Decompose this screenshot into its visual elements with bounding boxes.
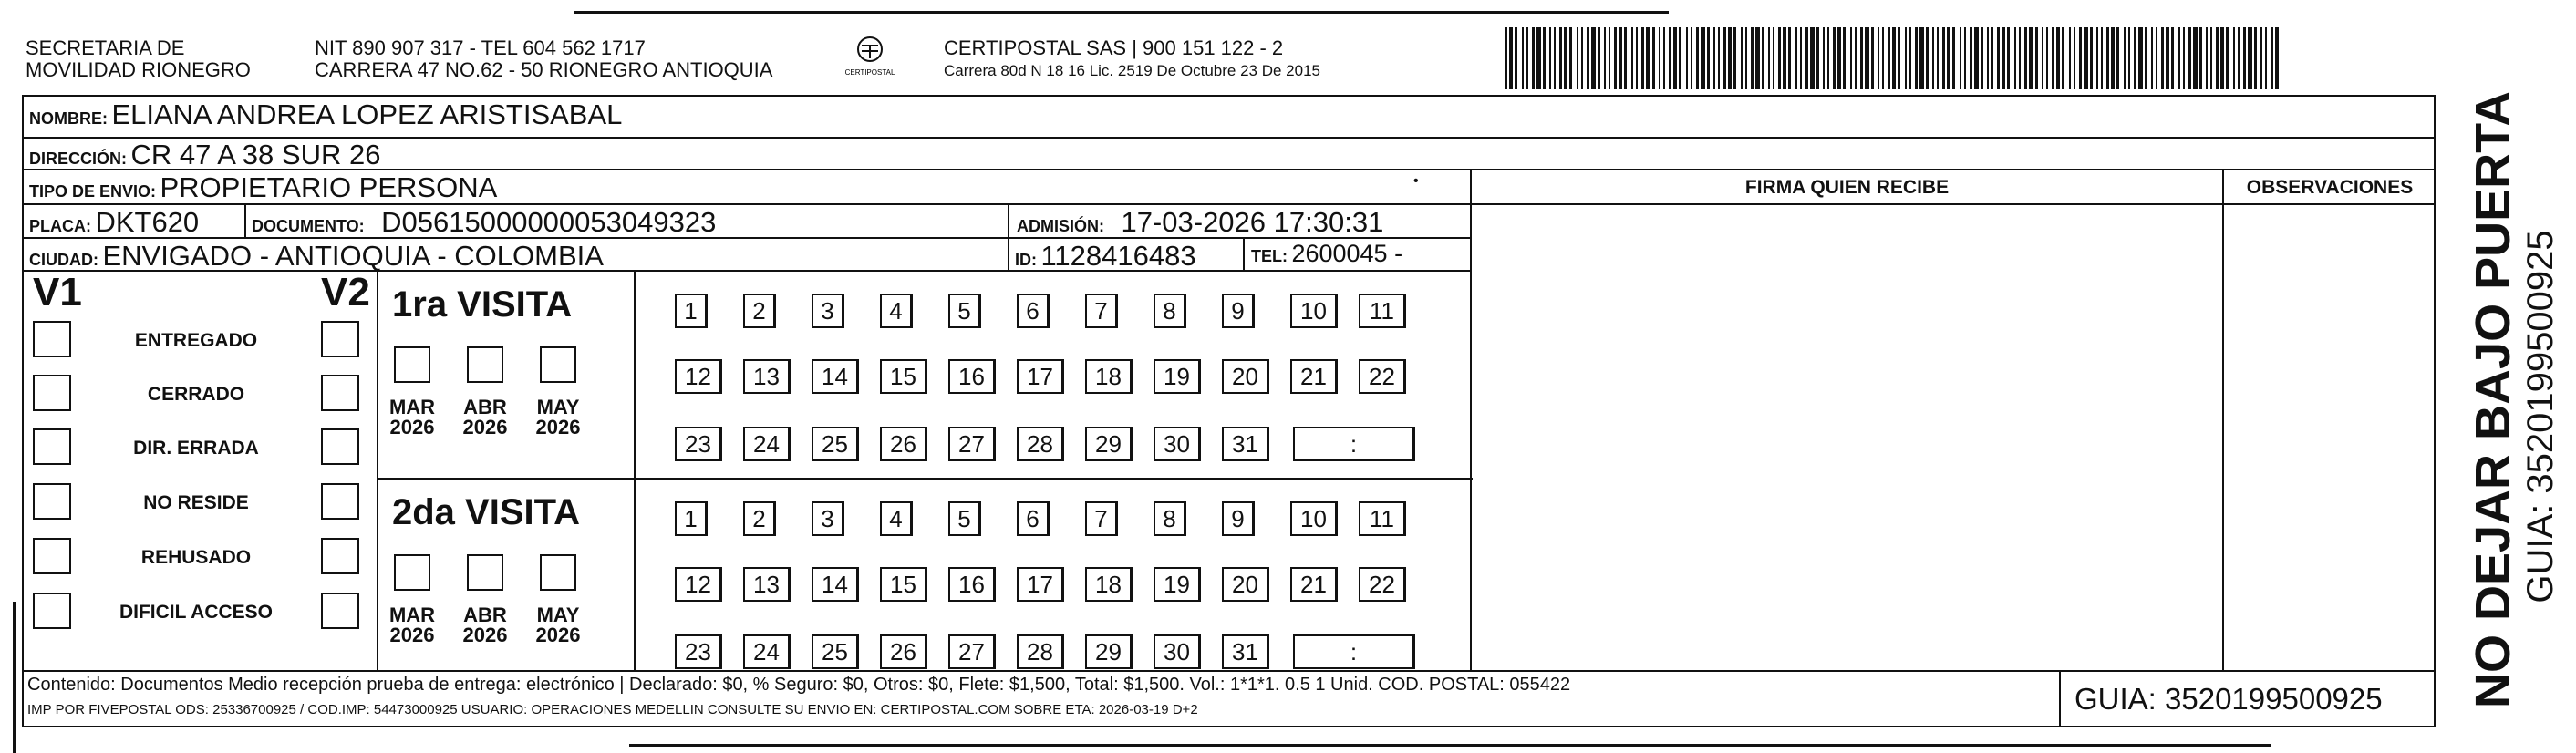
barcode-bar xyxy=(1773,27,1774,89)
day-box[interactable]: 12 xyxy=(675,567,722,602)
id-cell xyxy=(1015,240,1196,273)
day-box[interactable]: 6 xyxy=(1017,501,1050,536)
barcode-bar xyxy=(1810,27,1815,89)
day-box[interactable]: 10 xyxy=(1290,501,1338,536)
barcode-bar xyxy=(1532,27,1535,89)
barcode-bar xyxy=(2171,27,2174,89)
side-warning: NO DEJAR BAJO PUERTA xyxy=(2466,90,2520,708)
barcode-bar xyxy=(2151,27,2153,89)
barcode-bar xyxy=(2074,27,2075,89)
barcode-bar xyxy=(1624,27,1627,89)
day-box[interactable]: 1 xyxy=(675,294,708,328)
barcode-bar xyxy=(2007,27,2010,89)
type-row xyxy=(29,171,497,204)
barcode-bar xyxy=(1997,27,2000,89)
barcode-bar xyxy=(1526,27,1528,89)
barcode-bar xyxy=(2079,27,2082,89)
barcode-bar xyxy=(2002,27,2005,89)
plate-value: DKT620 xyxy=(95,206,200,238)
barcode-bar xyxy=(2111,27,2115,89)
day-box[interactable]: 24 xyxy=(743,427,791,461)
barcode-bar xyxy=(1816,27,1819,89)
barcode-bar xyxy=(1741,27,1743,89)
city-label: CIUDAD: xyxy=(29,251,98,269)
month-checkbox[interactable] xyxy=(540,554,576,591)
barcode-bar xyxy=(1837,27,1841,89)
barcode-bar xyxy=(2042,27,2043,89)
status-v2-checkbox[interactable] xyxy=(321,483,359,520)
barcode-bar xyxy=(2243,27,2246,89)
status-v2-checkbox[interactable] xyxy=(321,321,359,357)
barcode-bar xyxy=(1833,27,1836,89)
barcode-bar xyxy=(2156,27,2157,89)
barcode-bar xyxy=(2029,27,2033,89)
barcode-bar xyxy=(2014,27,2016,89)
barcode-bar xyxy=(2254,27,2257,89)
barcode-bar xyxy=(2084,27,2088,89)
barcode-bar xyxy=(2134,27,2136,89)
time-box[interactable]: : xyxy=(1293,427,1415,461)
barcode-bar xyxy=(1669,27,1671,89)
barcode-bar xyxy=(2128,27,2130,89)
month-label: MAY 2026 xyxy=(535,603,581,646)
day-box[interactable]: 31 xyxy=(1222,427,1269,461)
dot-mark: • xyxy=(1413,173,1419,189)
barcode-bar xyxy=(1860,27,1863,89)
barcode-bar xyxy=(1788,27,1791,89)
day-box[interactable]: 4 xyxy=(880,501,913,536)
day-box[interactable]: 8 xyxy=(1154,501,1186,536)
day-box[interactable]: 14 xyxy=(812,567,859,602)
status-v2-checkbox[interactable] xyxy=(321,428,359,465)
barcode-bar xyxy=(2124,27,2126,89)
recipient-name: ELIANA ANDREA LOPEZ ARISTISABAL xyxy=(111,98,623,130)
day-box[interactable]: 15 xyxy=(880,567,927,602)
barcode-bar xyxy=(1646,27,1650,89)
barcode-bar xyxy=(1932,27,1934,89)
barcode-bar xyxy=(1641,27,1644,89)
v1-header: V1 xyxy=(33,270,82,315)
address-row xyxy=(29,139,380,171)
barcode-bar xyxy=(2106,27,2109,89)
barcode-bar xyxy=(1619,27,1622,89)
barcode-bar xyxy=(1952,27,1955,89)
barcode-bar xyxy=(1795,27,1797,89)
tel-value: 2600045 - xyxy=(1291,240,1403,267)
day-box[interactable]: 16 xyxy=(948,359,996,394)
barcode-bar xyxy=(1543,27,1546,89)
city-cell xyxy=(29,240,604,273)
day-box[interactable]: 22 xyxy=(1359,359,1406,394)
day-box[interactable]: 2 xyxy=(743,294,776,328)
month-checkbox[interactable] xyxy=(467,554,503,591)
issuer-line-2: MOVILIDAD RIONEGRO xyxy=(26,58,251,81)
barcode-bar xyxy=(2096,27,2098,89)
name-row xyxy=(29,98,622,131)
barcode-bar xyxy=(1805,27,1808,89)
barcode-bar xyxy=(1598,27,1600,89)
status-label: CERRADO xyxy=(147,384,245,405)
status-label: DIR. ERRADA xyxy=(133,438,259,459)
day-box[interactable]: 18 xyxy=(1085,359,1133,394)
admission-cell xyxy=(1017,206,1383,239)
barcode-bar xyxy=(2183,27,2185,89)
barcode-bar xyxy=(1652,27,1655,89)
month-label: MAY 2026 xyxy=(535,396,581,438)
month-checkbox[interactable] xyxy=(394,554,430,591)
document-value: D05615000000053049323 xyxy=(381,206,717,238)
day-box[interactable]: 14 xyxy=(812,359,859,394)
day-box[interactable]: 17 xyxy=(1017,567,1064,602)
barcode-bar xyxy=(1549,27,1551,89)
barcode-bar xyxy=(1892,27,1896,89)
day-box[interactable]: 25 xyxy=(812,427,859,461)
barcode-bar xyxy=(1587,27,1589,89)
barcode-bar xyxy=(2226,27,2229,89)
status-v2-checkbox[interactable] xyxy=(321,375,359,411)
month-checkbox[interactable] xyxy=(394,346,430,383)
barcode-bar xyxy=(2062,27,2064,89)
barcode-bar xyxy=(1679,27,1681,89)
barcode-bar xyxy=(1701,27,1705,89)
day-box[interactable]: 6 xyxy=(1017,294,1050,328)
status-v1-checkbox[interactable] xyxy=(33,428,71,465)
barcode-bar xyxy=(1970,27,1972,89)
barcode-bar xyxy=(2275,27,2279,89)
barcode-bar xyxy=(1686,27,1688,89)
day-box[interactable]: 23 xyxy=(675,427,722,461)
status-v1-checkbox[interactable] xyxy=(33,538,71,574)
barcode-bar xyxy=(1905,27,1907,89)
plate-label: PLACA: xyxy=(29,217,91,235)
barcode-bar xyxy=(2024,27,2027,89)
barcode-bar xyxy=(1713,27,1715,89)
day-box[interactable]: 29 xyxy=(1085,634,1133,669)
admission-label: ADMISIÓN: xyxy=(1017,217,1104,235)
side-panel xyxy=(2462,84,2562,722)
day-box[interactable]: 31 xyxy=(1222,634,1269,669)
shipment-type: PROPIETARIO PERSONA xyxy=(160,171,498,203)
footer-imp: IMP POR FIVEPOSTAL ODS: 25336700925 / COD.IMP: 54473000925 USUARIO: OPERACIONES MEDELLIN CONSULTE SU ENVIO EN: CERTIPOSTAL.COM SOBRE ETA: 2026-03-19 D+2 xyxy=(27,702,1198,717)
day-box[interactable]: 5 xyxy=(948,294,981,328)
day-box[interactable]: 22 xyxy=(1359,567,1406,602)
status-v2-checkbox[interactable] xyxy=(321,593,359,629)
barcode-bar xyxy=(2265,27,2267,89)
certipostal-logo xyxy=(843,35,896,82)
barcode-bar xyxy=(2161,27,2164,89)
status-v1-checkbox[interactable] xyxy=(33,375,71,411)
barcode-bar xyxy=(1522,27,1524,89)
barcode-bar xyxy=(1577,27,1578,89)
month-label: ABR 2026 xyxy=(462,396,508,438)
barcode-bar xyxy=(1878,27,1879,89)
nit-line: NIT 890 907 317 - TEL 604 562 1717 xyxy=(315,36,646,59)
barcode-bar xyxy=(1778,27,1781,89)
day-box[interactable]: 18 xyxy=(1085,567,1133,602)
barcode-bar xyxy=(1800,27,1802,89)
barcode xyxy=(1505,27,2280,89)
barcode-bar xyxy=(2056,27,2060,89)
status-label: NO RESIDE xyxy=(143,492,249,513)
day-box[interactable]: 8 xyxy=(1154,294,1186,328)
day-box[interactable]: 11 xyxy=(1359,501,1406,536)
tel-label: TEL: xyxy=(1251,247,1288,265)
barcode-bar xyxy=(2193,27,2198,89)
barcode-bar xyxy=(2188,27,2191,89)
barcode-bar xyxy=(1974,27,1979,89)
barcode-bar xyxy=(1728,27,1732,89)
barcode-bar xyxy=(1823,27,1825,89)
barcode-bar xyxy=(1718,27,1720,89)
visit-title: 1ra VISITA xyxy=(392,284,573,325)
day-box[interactable]: 21 xyxy=(1290,359,1338,394)
barcode-bar xyxy=(1937,27,1939,89)
barcode-bar xyxy=(2271,27,2273,89)
barcode-bar xyxy=(2248,27,2252,89)
month-checkbox[interactable] xyxy=(467,346,503,383)
day-box[interactable]: 19 xyxy=(1154,567,1201,602)
barcode-bar xyxy=(1536,27,1541,89)
bottom-rule xyxy=(629,744,2271,747)
day-box[interactable]: 13 xyxy=(743,359,791,394)
barcode-bar xyxy=(2238,27,2240,89)
barcode-bar xyxy=(1554,27,1556,89)
barcode-bar xyxy=(1609,27,1610,89)
barcode-bar xyxy=(2138,27,2143,89)
barcode-bar xyxy=(1509,27,1513,89)
courier-line-2: Carrera 80d N 18 16 Lic. 2519 De Octubre 23 De 2015 xyxy=(944,62,1320,79)
barcode-bar xyxy=(1745,27,1747,89)
barcode-bar xyxy=(1564,27,1567,89)
barcode-bar xyxy=(1673,27,1677,89)
day-box[interactable]: 3 xyxy=(812,501,844,536)
barcode-bar xyxy=(1614,27,1617,89)
barcode-bar xyxy=(1691,27,1692,89)
barcode-bar xyxy=(2206,27,2208,89)
left-rule xyxy=(13,602,16,753)
day-box[interactable]: 20 xyxy=(1222,567,1269,602)
barcode-bar xyxy=(1942,27,1945,89)
status-v1-checkbox[interactable] xyxy=(33,483,71,520)
top-rule xyxy=(574,11,1669,14)
barcode-bar xyxy=(1888,27,1890,89)
barcode-bar xyxy=(2166,27,2169,89)
day-box[interactable]: 19 xyxy=(1154,359,1201,394)
day-box[interactable]: 2 xyxy=(743,501,776,536)
name-label: NOMBRE: xyxy=(29,109,108,128)
document-cell xyxy=(252,206,716,239)
barcode-bar xyxy=(1696,27,1699,89)
id-value: 1128416483 xyxy=(1040,240,1196,272)
barcode-bar xyxy=(1898,27,1900,89)
footer-guia: GUIA: 3520199500925 xyxy=(2074,682,2383,716)
barcode-bar xyxy=(2069,27,2071,89)
barcode-bar xyxy=(1762,27,1764,89)
day-box[interactable]: 25 xyxy=(812,634,859,669)
barcode-bar xyxy=(1882,27,1884,89)
barcode-bar xyxy=(1515,27,1517,89)
footer-content: Contenido: Documentos Medio recepción prueba de entrega: electrónico | Declarado: $0, % Seguro: $0, Otros: $0, Flete: $1,500, Total: $1,500. Vol.: 1*1*1. 0.5 1 Unid. COD. POSTAL: 055422 xyxy=(27,675,1571,695)
issuer-line-1: SECRETARIA DE xyxy=(26,36,185,59)
observations-label: OBSERVACIONES xyxy=(2246,177,2414,198)
barcode-bar xyxy=(1604,27,1606,89)
admission-value: 17-03-2026 17:30:31 xyxy=(1121,206,1384,238)
time-box[interactable]: : xyxy=(1293,634,1415,669)
barcode-bar xyxy=(1827,27,1829,89)
status-v2-checkbox[interactable] xyxy=(321,538,359,574)
barcode-bar xyxy=(1926,27,1929,89)
day-box[interactable]: 7 xyxy=(1085,501,1118,536)
barcode-bar xyxy=(1505,27,1507,89)
barcode-bar xyxy=(2199,27,2202,89)
day-box[interactable]: 28 xyxy=(1017,634,1064,669)
barcode-bar xyxy=(2178,27,2180,89)
day-box[interactable]: 30 xyxy=(1154,634,1201,669)
day-box[interactable]: 9 xyxy=(1222,501,1255,536)
day-box[interactable]: 28 xyxy=(1017,427,1064,461)
day-box[interactable]: 11 xyxy=(1359,294,1406,328)
barcode-bar xyxy=(1581,27,1583,89)
barcode-bar xyxy=(2116,27,2119,89)
barcode-bar xyxy=(1663,27,1665,89)
barcode-bar xyxy=(1981,27,1983,89)
day-box[interactable]: 16 xyxy=(948,567,996,602)
barcode-bar xyxy=(1631,27,1633,89)
day-box[interactable]: 1 xyxy=(675,501,708,536)
barcode-bar xyxy=(1783,27,1786,89)
barcode-bar xyxy=(1636,27,1638,89)
day-box[interactable]: 21 xyxy=(1290,567,1338,602)
address-label: DIRECCIÓN: xyxy=(29,150,127,168)
city-value: ENVIGADO - ANTIOQUIA - COLOMBIA xyxy=(102,240,604,272)
visit-title: 2da VISITA xyxy=(392,492,580,532)
day-box[interactable]: 3 xyxy=(812,294,844,328)
barcode-bar xyxy=(1919,27,1924,89)
month-checkbox[interactable] xyxy=(540,346,576,383)
barcode-bar xyxy=(1947,27,1950,89)
day-box[interactable]: 26 xyxy=(880,427,927,461)
barcode-bar xyxy=(1991,27,1993,89)
barcode-bar xyxy=(1559,27,1562,89)
barcode-bar xyxy=(1865,27,1869,89)
day-box[interactable]: 15 xyxy=(880,359,927,394)
barcode-bar xyxy=(1909,27,1911,89)
logo-text: CERTIPOSTAL xyxy=(844,68,895,77)
barcode-bar xyxy=(1569,27,1572,89)
day-box[interactable]: 27 xyxy=(948,427,996,461)
barcode-bar xyxy=(1659,27,1660,89)
day-box[interactable]: 13 xyxy=(743,567,791,602)
barcode-bar xyxy=(1843,27,1846,89)
status-v1-checkbox[interactable] xyxy=(33,321,71,357)
barcode-bar xyxy=(2220,27,2224,89)
day-box[interactable]: 26 xyxy=(880,634,927,669)
day-box[interactable]: 5 xyxy=(948,501,981,536)
address-line: CARRERA 47 NO.62 - 50 RIONEGRO ANTIOQUIA xyxy=(315,58,773,81)
barcode-bar xyxy=(2216,27,2219,89)
day-box[interactable]: 27 xyxy=(948,634,996,669)
signature-label: FIRMA QUIEN RECIBE xyxy=(1744,177,1950,198)
side-guia: GUIA: 3520199500925 xyxy=(2520,230,2560,603)
barcode-bar xyxy=(1751,27,1754,89)
barcode-bar xyxy=(1707,27,1710,89)
day-box[interactable]: 29 xyxy=(1085,427,1133,461)
day-box[interactable]: 23 xyxy=(675,634,722,669)
document-label: DOCUMENTO: xyxy=(252,217,365,235)
barcode-bar xyxy=(2101,27,2103,89)
barcode-bar xyxy=(2035,27,2038,89)
barcode-bar xyxy=(2233,27,2235,89)
barcode-bar xyxy=(1987,27,1989,89)
day-box[interactable]: 9 xyxy=(1222,294,1255,328)
barcode-bar xyxy=(1723,27,1726,89)
barcode-bar xyxy=(1591,27,1596,89)
day-box[interactable]: 4 xyxy=(880,294,913,328)
month-label: ABR 2026 xyxy=(462,603,508,646)
day-box[interactable]: 7 xyxy=(1085,294,1118,328)
day-box[interactable]: 24 xyxy=(743,634,791,669)
plate-cell xyxy=(29,206,199,239)
day-box[interactable]: 20 xyxy=(1222,359,1269,394)
type-label: TIPO DE ENVIO: xyxy=(29,182,157,201)
barcode-bar xyxy=(1964,27,1966,89)
status-label: REHUSADO xyxy=(140,547,252,568)
month-label: MAR 2026 xyxy=(388,603,436,646)
barcode-bar xyxy=(2090,27,2093,89)
day-box[interactable]: 17 xyxy=(1017,359,1064,394)
barcode-bar xyxy=(1733,27,1736,89)
day-box[interactable]: 30 xyxy=(1154,427,1201,461)
barcode-bar xyxy=(2260,27,2262,89)
id-label: ID: xyxy=(1015,251,1037,269)
signature-area[interactable] xyxy=(1472,270,2222,670)
barcode-bar xyxy=(1871,27,1874,89)
barcode-bar xyxy=(2145,27,2147,89)
barcode-bar xyxy=(1915,27,1918,89)
barcode-bar xyxy=(2210,27,2212,89)
tel-cell xyxy=(1251,240,1402,268)
courier-line-1: CERTIPOSTAL SAS | 900 151 122 - 2 xyxy=(944,36,1284,59)
status-label: DIFICIL ACCESO xyxy=(119,602,273,623)
day-box[interactable]: 12 xyxy=(675,359,722,394)
status-v1-checkbox[interactable] xyxy=(33,593,71,629)
barcode-bar xyxy=(1850,27,1852,89)
month-label: MAR 2026 xyxy=(388,396,436,438)
barcode-bar xyxy=(1768,27,1770,89)
barcode-bar xyxy=(2046,27,2048,89)
barcode-bar xyxy=(2019,27,2021,89)
v2-header: V2 xyxy=(321,270,370,315)
barcode-bar xyxy=(1960,27,1961,89)
observations-area[interactable] xyxy=(2224,203,2436,670)
recipient-address: CR 47 A 38 SUR 26 xyxy=(130,139,381,170)
status-label: ENTREGADO xyxy=(134,330,258,351)
barcode-bar xyxy=(1755,27,1760,89)
day-box[interactable]: 10 xyxy=(1290,294,1338,328)
barcode-bar xyxy=(2052,27,2054,89)
barcode-bar xyxy=(1855,27,1857,89)
